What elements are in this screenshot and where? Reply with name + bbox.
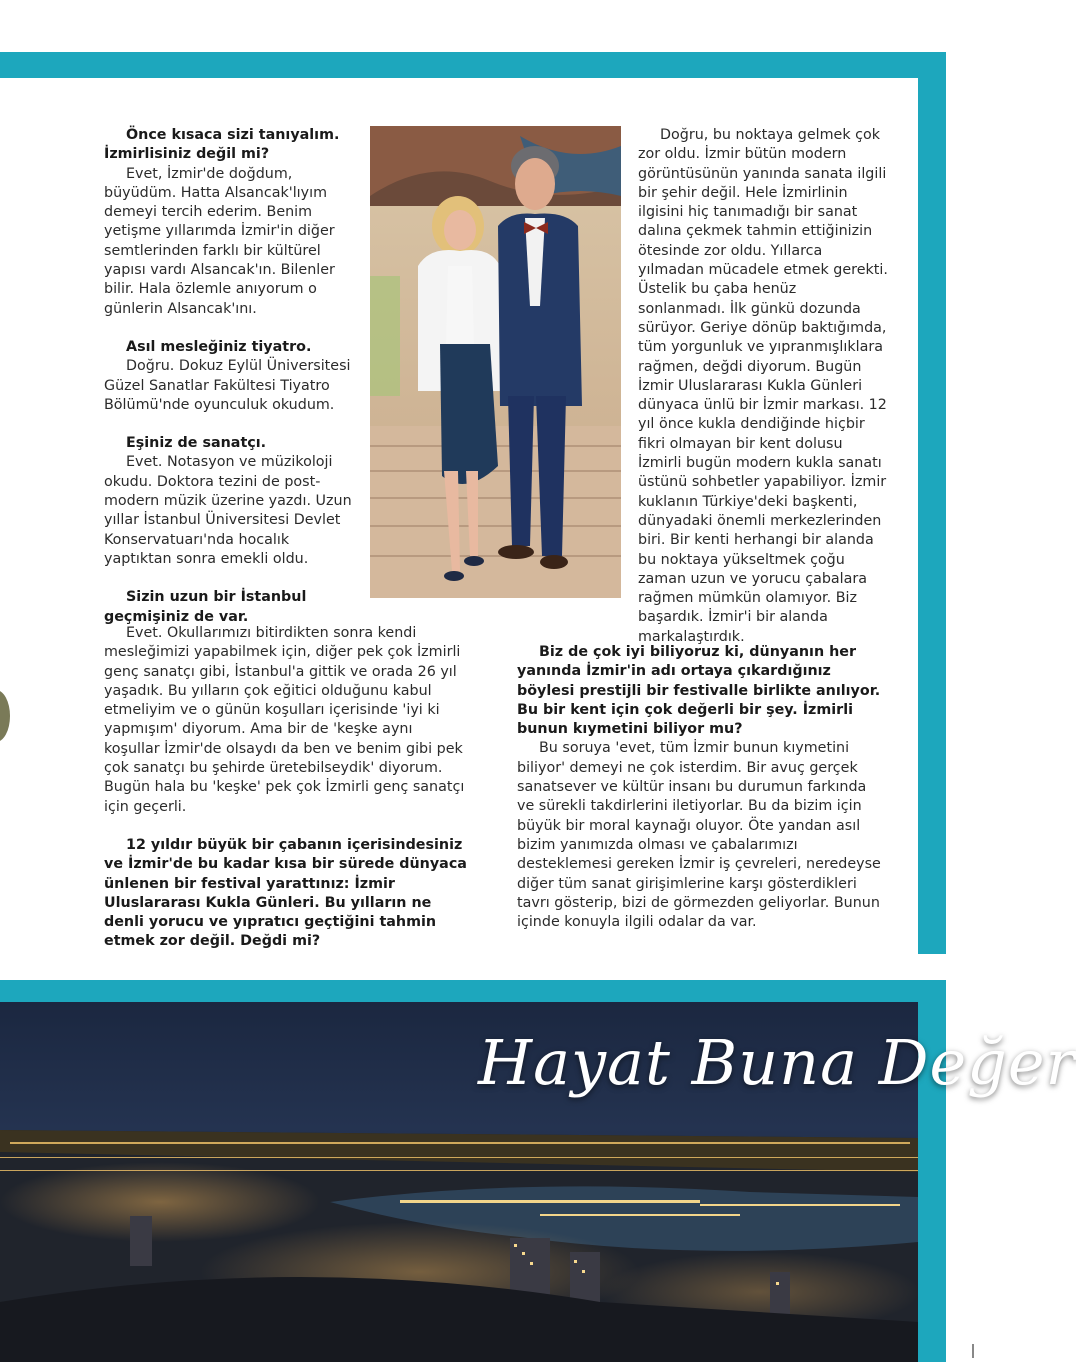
left-column	[104, 126, 352, 627]
question-paragraph: Asıl mesleğiniz tiyatro.	[126, 338, 312, 355]
left-edge-ornament	[0, 690, 10, 742]
bottom-accent-bar	[0, 980, 946, 1002]
answer-paragraph: Evet. Notasyon ve müzikoloji okudu. Doktora tezini de post-modern müzik üzerine yazdı. Uzun yıllar İstanbul Üniversitesi Devlet Konservatuarı'nda hocalık yaptıktan sonra emekli oldu.	[104, 454, 352, 567]
question-paragraph: 12 yıldır büyük bir çabanın içerisindesiniz ve İzmir'de bu kadar kısa bir sürede dünyaca ünlenen bir festival yarattınız: İzmir Uluslararası Kukla Günleri. Bu yılların ne denli yorucu ve yıpratıcı geçtiğini tahmin etmek zor değil. Değdi mi?	[104, 836, 467, 950]
question-paragraph: Önce kısaca sizi tanıyalım. İzmirlisiniz değil mi?	[104, 127, 340, 163]
paragraph-gap	[104, 415, 352, 434]
question-paragraph: Eşiniz de sanatçı.	[126, 435, 267, 452]
answer-paragraph: Evet, İzmir'de doğdum, büyüdüm. Hatta Alsancak'lıyım demeyi tercih ederim. Benim yetişme yıllarımda İzmir'in diğer semtlerinden farklı bir kültürel yapısı vardı Alsancak'ın. Bilenler bilir. Hala özlemle anıyorum o günlerin Alsancak'ını.	[104, 165, 335, 317]
couple-photo	[370, 126, 621, 598]
paragraph-gap	[104, 319, 352, 338]
paragraph-gap	[104, 569, 352, 588]
answer-paragraph: Evet. Okullarımızı bitirdikten sonra kendi mesleğimizi yapabilmek için, diğer pek çok İzmirli genç sanatçı gibi, İstanbul'a gittik ve orada 26 yıl yaşadık. Bu yılların çok eğitici olduğunu kabul etmeliyim ve o günün koşulları içerisinde 'iyi ki yapmışım' diyorum. Ama bir de 'keşke aynı koşullar İzmir'de olsaydı da ben ve benim gibi pek çok sanatçı bu şehirde üretebilseydik' diyorum. Bugün hala bu 'keşke' pek çok İzmirli genç sanatçı için geçerli.	[104, 625, 465, 815]
left-wide-column	[104, 624, 470, 952]
answer-paragraph: Bu soruya 'evet, tüm İzmir bunun kıymetini biliyor' demeyi ne çok isterdim. Bir avuç gerçek sanatsever ve kültür insanı bu durumun farkında ve sürekli takdirlerini iletiyorlar. Bu da bizim için büyük bir moral kaynağı oluyor. Öte yandan asıl bizim yanımızda olması ve çabalarımızı desteklemesi gereken İzmir iş çevreleri, neredeyse diğer tüm sanat girişimlerine karşı gösterdikleri tavrı gösterip, bizi de görmezden geliyorlar. Bunun içinde konuyla ilgili odalar da var.	[517, 740, 881, 931]
banner-title: Hayat Buna Değer	[478, 1026, 1076, 1099]
right-accent-bar	[918, 52, 946, 954]
paragraph-gap	[104, 817, 470, 836]
question-paragraph: Sizin uzun bir İstanbul geçmişiniz de var.	[104, 589, 307, 625]
question-paragraph: Biz de çok iyi biliyoruz ki, dünyanın her yanında İzmir'in adı ortaya çıkardığınız böylesi prestijli bir festivalle birlikte anılıyor. Bu bir kent için çok değerli bir şey. İzmirli bunun kıymetini biliyor mu?	[517, 644, 881, 738]
right-wide-column	[517, 643, 883, 932]
right-column	[638, 126, 888, 647]
answer-paragraph: Doğru. Dokuz Eylül Üniversitesi Güzel Sanatlar Fakültesi Tiyatro Bölümü'nde oyunculuk okudum.	[104, 358, 351, 413]
answer-paragraph: Doğru, bu noktaya gelmek çok zor oldu. İzmir bütün modern görüntüsünün yanında sanata ilgili bir şehir değil. Hele İzmirlinin ilgisini hiç tanımadığı bir sanat dalına çekmek tahmin ettiğinizin ötesinde zor oldu. Yıllarca yılmadan mücadele etmek gerekti. Üstelik bu çaba henüz sonlanmadı. İlk günkü dozunda sürüyor. Geriye dönüp baktığımda, tüm yorgunluk ve yıpranmışlıklara rağmen, değdi diyorum. Bugün İzmir Uluslararası Kukla Günleri dünyaca ünlü bir İzmir markası. 12 yıl önce kukla dendiğinde hiçbir fikri olmayan bir kent dolusu İzmirli bugün modern kukla sanatı üstünü sohbetler yapabiliyor. İzmir kuklanın Türkiye'deki başkenti, dünyadaki önemli merkezlerinden biri. Bir kenti herhangi bir alanda bu noktaya yükseltmek çoğu zaman uzun ve yorucu çabalara rağmen mümkün olamıyor. Biz başardık. İzmir'i bir alanda markalaştırdık.	[638, 127, 888, 645]
top-accent-bar	[0, 52, 946, 78]
page-edge-mark	[972, 1344, 974, 1358]
